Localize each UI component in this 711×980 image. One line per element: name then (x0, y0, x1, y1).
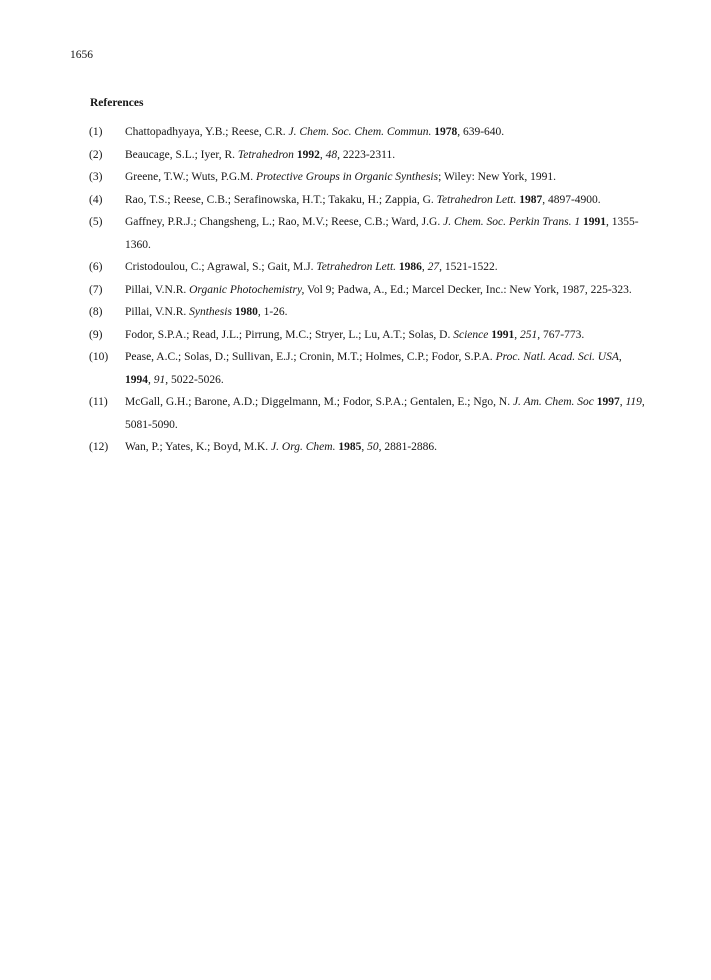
reference-text (125, 301, 645, 324)
reference-item (0, 256, 711, 279)
reference-item (0, 189, 711, 212)
reference-segment: 1987 (519, 193, 543, 206)
reference-number: (1) (89, 126, 103, 138)
reference-segment: 1994 (125, 373, 148, 386)
reference-segment: , (421, 261, 428, 273)
reference-item (0, 324, 711, 347)
reference-segment: Pillai, V.N.R. (125, 283, 190, 296)
reference-text (125, 166, 645, 189)
reference-item (0, 121, 711, 144)
reference-segment: 48 (325, 148, 338, 161)
reference-text (125, 189, 645, 212)
reference-segment: 119 (625, 396, 642, 408)
reference-segment: 1985 (338, 441, 362, 453)
reference-segment: , 767-773. (537, 328, 585, 341)
reference-number: (10) (89, 351, 109, 363)
reference-segment: Rao, T.S.; Reese, C.B.; Serafinowska, H.T.; Takaku, H.; Zappia, G. (125, 193, 437, 206)
reference-text (125, 121, 645, 144)
reference-segment: Organic Photochemistry, (189, 283, 305, 296)
reference-segment: 1978 (434, 126, 458, 138)
reference-item (0, 279, 711, 302)
reference-segment: 27 (427, 261, 440, 273)
reference-segment: Wan, P.; Yates, K.; Boyd, M.K. (125, 441, 272, 453)
reference-segment: 1986 (398, 261, 422, 273)
reference-segment: 1997 (596, 396, 620, 408)
reference-segment: Tetrahedron Lett. (316, 261, 397, 273)
references-heading: References (90, 97, 144, 109)
reference-segment: 91 (153, 373, 166, 386)
reference-segment: Tetrahedron Lett. (436, 193, 517, 206)
reference-item (0, 391, 711, 436)
reference-number: (4) (89, 193, 103, 206)
reference-segment: Vol 9; Padwa, A., Ed.; Marcel Decker, Inc.: New York, 1987, 225-323. (304, 283, 632, 296)
reference-text (125, 346, 645, 391)
reference-segment: J. Chem. Soc. Perkin Trans. 1 (443, 216, 581, 228)
reference-number: (2) (89, 148, 103, 161)
reference-number: (11) (89, 396, 108, 408)
reference-segment: Pillai, V.N.R. (125, 306, 190, 318)
reference-number: (3) (89, 171, 103, 183)
reference-segment: Pease, A.C.; Solas, D.; Sullivan, E.J.; Cronin, M.T.; Holmes, C.P.; Fodor, S.P.A. (125, 351, 496, 363)
reference-item (0, 346, 711, 391)
reference-segment: Chattopadhyaya, Y.B.; Reese, C.R. (125, 126, 289, 138)
reference-item (0, 436, 711, 459)
reference-segment: Proc. Natl. Acad. Sci. USA (495, 351, 619, 363)
reference-segment: , 5081-5090. (125, 396, 645, 431)
reference-segment: 50 (367, 441, 379, 453)
reference-segment: J. Am. Chem. Soc (512, 396, 594, 408)
reference-number: (5) (89, 216, 103, 228)
page-number: 1656 (70, 49, 93, 61)
reference-segment: , 4897-4900. (542, 193, 601, 206)
reference-segment: , (361, 441, 368, 453)
reference-segment: J. Chem. Soc. Chem. Commun. (288, 126, 432, 138)
reference-segment: , (618, 351, 622, 363)
reference-text (125, 256, 645, 279)
reference-segment: Fodor, S.P.A.; Read, J.L.; Pirrung, M.C.; Stryer, L.; Lu, A.T.; Solas, D. (125, 328, 454, 341)
reference-segment: Protective Groups in Organic Synthesis (256, 171, 439, 183)
reference-number: (12) (89, 441, 109, 453)
reference-segment: Science (453, 328, 489, 341)
reference-segment: , 1-26. (257, 306, 288, 318)
reference-text (125, 436, 645, 459)
reference-text (125, 391, 645, 436)
reference-segment: , 1521-1522. (439, 261, 498, 273)
reference-segment: J. Org. Chem. (271, 441, 336, 453)
reference-number: (9) (89, 328, 103, 341)
reference-segment: , (619, 396, 626, 408)
reference-item (0, 211, 711, 256)
reference-text (125, 144, 645, 167)
reference-segment: Gaffney, P.R.J.; Changsheng, L.; Rao, M.V.; Reese, C.B.; Ward, J.G. (125, 216, 444, 228)
reference-segment: Cristodoulou, C.; Agrawal, S.; Gait, M.J. (125, 261, 317, 273)
reference-segment: , (514, 328, 520, 341)
reference-item (0, 301, 711, 324)
reference-segment: 1991 (583, 216, 606, 228)
reference-segment: , (319, 148, 326, 161)
reference-segment: , 5022-5026. (165, 373, 224, 386)
reference-segment: , 2881-2886. (378, 441, 438, 453)
reference-text (125, 324, 645, 347)
reference-segment: McGall, G.H.; Barone, A.D.; Diggelmann, M.; Fodor, S.P.A.; Gentalen, E.; Ngo, N. (125, 396, 513, 408)
reference-number: (7) (89, 283, 103, 296)
reference-segment: Synthesis (189, 306, 232, 318)
reference-segment: ; Wiley: New York, 1991. (438, 171, 556, 183)
reference-number: (8) (89, 306, 103, 318)
reference-text (125, 279, 645, 302)
reference-segment: , (148, 373, 154, 386)
reference-list (0, 121, 711, 459)
reference-segment: 1992 (296, 148, 320, 161)
reference-segment: 251 (519, 328, 538, 341)
reference-number: (6) (89, 261, 103, 273)
reference-segment: Tetrahedron (237, 148, 294, 161)
reference-segment: Greene, T.W.; Wuts, P.G.M. (125, 171, 257, 183)
reference-segment: , 639-640. (457, 126, 505, 138)
reference-segment: 1991 (491, 328, 515, 341)
reference-segment: 1980 (234, 306, 258, 318)
reference-segment: Beaucage, S.L.; Iyer, R. (125, 148, 238, 161)
reference-text (125, 211, 645, 256)
reference-item (0, 166, 711, 189)
reference-segment: , 2223-2311. (337, 148, 396, 161)
reference-segment: , 1355-1360. (125, 216, 639, 251)
reference-item (0, 144, 711, 167)
